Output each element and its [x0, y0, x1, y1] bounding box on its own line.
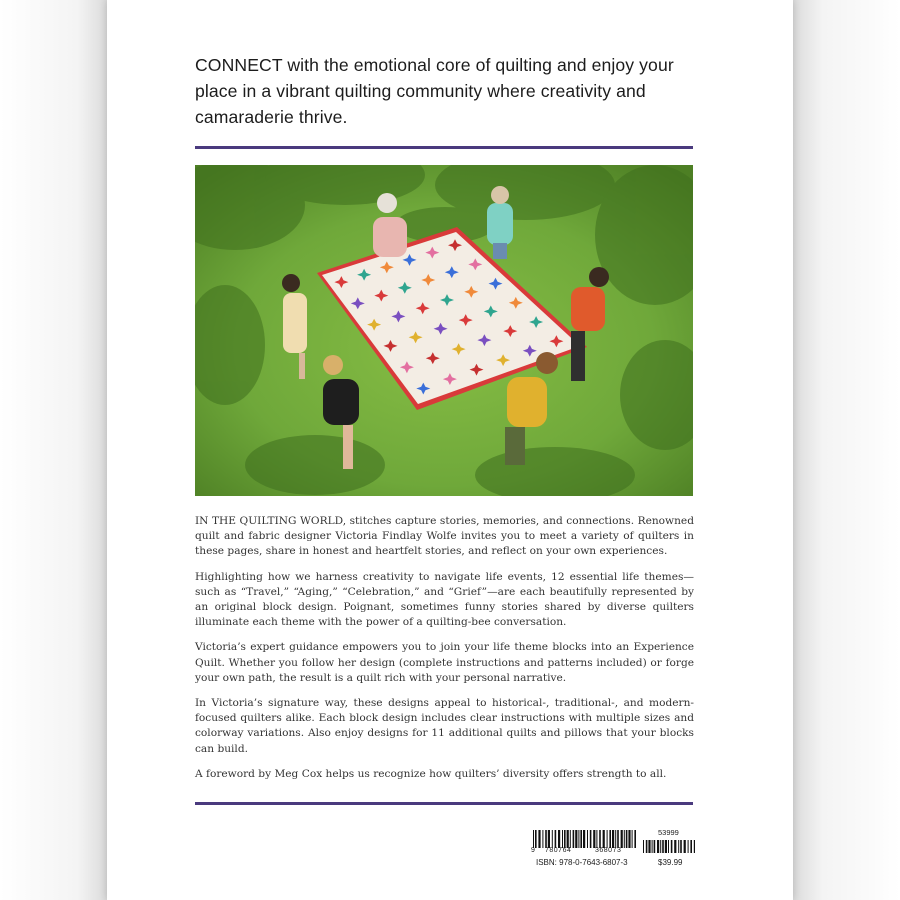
paragraph-themes: Highlighting how we harness creativity to navigate life events, 12 essential life themes—such as “Travel,” “Aging,” “Celebration,” and “Grief”—are each beautifully represented by an original block design. Poignant, sometimes funny stories shared by diverse quilters illuminate each theme with the power of a quilting-bee conversation. [195, 570, 694, 629]
barcode-bar [654, 840, 656, 853]
paragraph-intro: IN THE QUILTING WORLD, stitches capture stories, memories, and connections. Renowned quilt and fabric designer Victoria Findlay Wolfe invites you to meet a variety of quilters in these pages, share in honest and heartfelt stories, and reflect on your own experiences. [195, 515, 694, 558]
barcode-bar [542, 830, 543, 848]
barcode-bar [555, 830, 557, 848]
barcode-bar [684, 840, 686, 853]
barcode-bar [570, 830, 571, 848]
barcode-bar [603, 830, 605, 848]
paragraph-foreword: A foreword by Meg Cox helps us recognize how quilters’ diversity offers strength to all. [195, 767, 667, 780]
bottom-divider [195, 802, 693, 805]
barcode-bar [599, 830, 601, 848]
barcode-bar [652, 840, 653, 853]
barcode-bar [609, 830, 611, 848]
barcode-bar [545, 830, 547, 848]
barcode-bar [643, 840, 644, 853]
barcode-bar [575, 830, 577, 848]
tagline: CONNECT with the emotional core of quilting and enjoy your place in a vibrant quilting community where creativity and camaraderie thrive. [195, 55, 674, 127]
barcode-bar [587, 830, 588, 848]
price: $39.99 [658, 858, 683, 867]
barcode-bar [558, 830, 560, 848]
barcode-bar [621, 830, 623, 848]
barcode-first-digit: 9 [531, 847, 535, 854]
barcode-bar [612, 830, 614, 848]
barcode-bar [548, 830, 550, 848]
barcode-bar [688, 840, 689, 853]
barcode-bar [567, 830, 569, 848]
barcode-bar [680, 840, 682, 853]
barcode-bar [573, 830, 575, 848]
barcode-bar [535, 830, 537, 848]
barcode-bar [628, 830, 630, 848]
barcode-bar [634, 830, 636, 848]
barcode-bar [626, 830, 628, 848]
barcode-digits-left: 780764 [545, 847, 572, 854]
group-holding-quilt-photo [195, 165, 693, 496]
barcode-bar [580, 830, 582, 848]
barcode-bar [538, 830, 540, 848]
barcode-bar [657, 840, 659, 853]
barcode-bar [583, 830, 585, 848]
isbn-barcode [531, 828, 701, 876]
barcode-bar [593, 830, 595, 848]
barcode-bar [617, 830, 619, 848]
barcode-bar [562, 830, 563, 848]
barcode-bar [646, 840, 648, 853]
description [195, 514, 694, 792]
page-shadow-left [0, 0, 110, 900]
barcode-bar [660, 840, 661, 853]
barcode-bar [648, 840, 650, 853]
barcode-bar [607, 830, 608, 848]
barcode-digits-right: 368073 [595, 847, 622, 854]
price-code: 53999 [658, 828, 679, 837]
top-divider [195, 146, 693, 149]
barcode-bar [533, 830, 534, 848]
barcode-bar [590, 830, 592, 848]
barcode-bar [662, 840, 664, 853]
barcode-bar [674, 840, 676, 853]
paragraph-designs: In Victoria’s signature way, these designs appeal to historical-, traditional-, and modern-focused quilters alike. Each block design includes clear instructions with multiple sizes and colorway variations. Also enjoy designs for 11 additional quilts and pillows that your blocks can build. [195, 697, 694, 755]
barcode-bar [596, 830, 597, 848]
paragraph-guidance: Victoria’s expert guidance empowers you to join your life theme blocks into an Experience Quilt. Whether you follow her design (complete instructions and patterns included) or forge your own path, the result is a quilt rich with your personal narrative. [195, 641, 694, 684]
barcode-bar [690, 840, 692, 853]
price-barcode [643, 840, 695, 853]
book-back-cover [107, 0, 793, 900]
barcode-bar [578, 830, 579, 848]
barcode-bar [678, 840, 679, 853]
cover-photo [195, 165, 693, 496]
barcode-bar [694, 840, 695, 853]
page-shadow-right [790, 0, 900, 900]
barcode-bar [624, 830, 625, 848]
barcode-bar [615, 830, 616, 848]
barcode-bar [665, 840, 667, 853]
barcode-bar [564, 830, 566, 848]
barcode-bar [632, 830, 633, 848]
isbn-number: ISBN: 978-0-7643-6807-3 [536, 858, 628, 867]
barcode-bar [668, 840, 669, 853]
barcode-bar [671, 840, 673, 853]
barcode-bar [552, 830, 553, 848]
